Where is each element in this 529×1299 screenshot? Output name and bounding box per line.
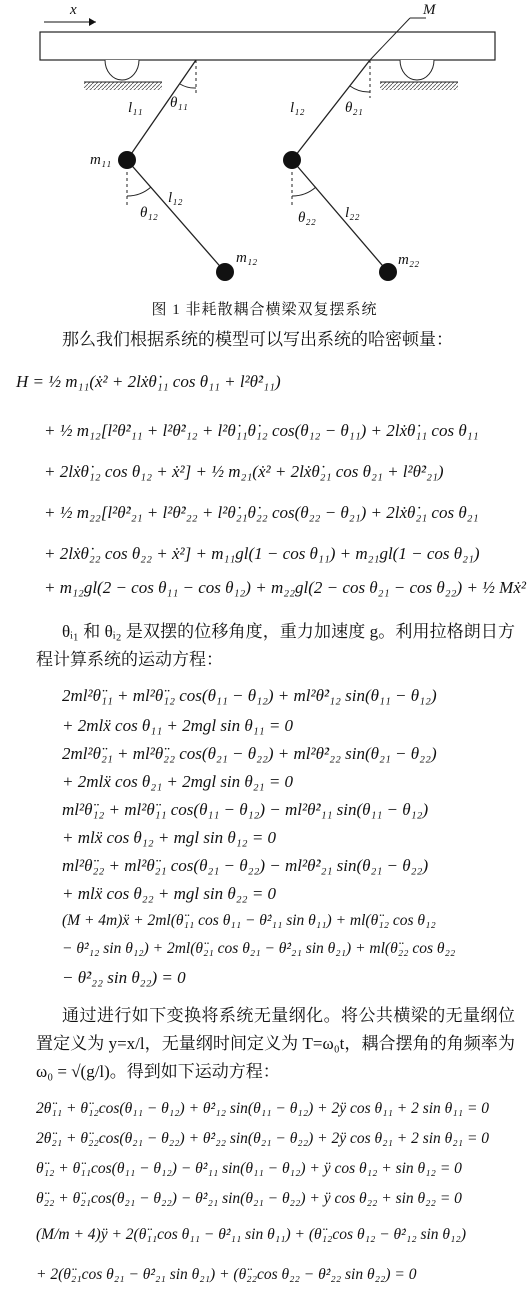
pendulum-figure (0, 0, 529, 300)
hamiltonian-line-4: + ½ m₂₂[l²θ̇²₂₁ + l²θ̇²₂₂ + l²θ̇₂₁θ̇₂₂ cos(θ₂₂ − θ₂₁) + 2lẋθ̇₂₁ cos θ₂₁ (44, 503, 479, 522)
intro-paragraph: 那么我们根据系统的模型可以写出系统的哈密顿量： (62, 330, 453, 349)
beam (40, 32, 495, 60)
label-l12-left: l₁₂ (168, 190, 183, 206)
hamiltonian-line-5: + 2lẋθ̇₂₂ cos θ₂₂ + ẋ²] + m₁₁gl(1 − cos θ₁₁) + m₂₁gl(1 − cos θ₂₁) (44, 544, 480, 563)
dimless-eq-line-5: (M/m + 4)ÿ + 2(θ̈₁₁cos θ₁₁ − θ̇²₁₁ sin θ₁₁) + (θ̈₁₂cos θ₁₂ − θ̇²₁₂ sin θ₁₂) (36, 1226, 466, 1243)
motion-eq-line-6: + mlẍ cos θ₁₂ + mgl sin θ₁₂ = 0 (62, 828, 277, 847)
dimless-eq-line-6: + 2(θ̈₂₁cos θ₂₁ − θ̇²₂₁ sin θ₂₁) + (θ̈₂₂cos θ₂₂ − θ̇²₂₂ sin θ₂₂) = 0 (36, 1266, 417, 1283)
motion-eq-line-10: − θ̇²₁₂ sin θ₁₂) + 2ml(θ̈₂₁ cos θ₂₁ − θ̇²₂₁ sin θ₂₁) + ml(θ̈₂₂ cos θ₂₂ (62, 940, 456, 957)
motion-eq-line-5: ml²θ̈₁₂ + ml²θ̈₁₁ cos(θ₁₁ − θ₁₂) − ml²θ̇²₁₁ sin(θ₁₁ − θ₁₂) (62, 800, 429, 819)
mass-m11 (118, 151, 136, 169)
label-m12: m₁₂ (236, 250, 258, 266)
dimless-eq-line-3: θ̈₁₂ + θ̈₁₁cos(θ₁₁ − θ₁₂) − θ̇²₁₁ sin(θ₁₁ − θ₁₂) + ÿ cos θ₁₂ + sin θ₁₂ = 0 (36, 1160, 462, 1177)
label-theta11: θ₁₁ (170, 95, 188, 111)
motion-eq-line-1: 2ml²θ̈₁₁ + ml²θ̈₁₂ cos(θ₁₁ − θ₁₂) + ml²θ̇²₁₂ sin(θ₁₁ − θ₁₂) (62, 686, 437, 705)
hamiltonian-line-3: + 2lẋθ̇₁₂ cos θ₁₂ + ẋ²] + ½ m₂₁(ẋ² + 2lẋθ̇₂₁ cos θ₂₁ + l²θ̇²₂₁) (44, 462, 444, 481)
hamiltonian-line-1: H = ½ m₁₁(ẋ² + 2lẋθ̇₁₁ cos θ₁₁ + l²θ̇²₁₁) (16, 372, 281, 391)
figure-caption: 图 1 非耗散耦合横梁双复摆系统 (151, 302, 378, 318)
label-l12-right: l₁₂ (290, 100, 305, 116)
mass-m21 (283, 151, 301, 169)
hamiltonian-line-6: + m₁₂gl(2 − cos θ₁₁ − cos θ₁₂) + m₂₂gl(2 − cos θ₂₁ − cos θ₂₂) + ½ Mẋ² (44, 578, 526, 597)
mass-m12 (216, 263, 234, 281)
motion-eq-line-9: (M + 4m)ẍ + 2ml(θ̈₁₁ cos θ₁₁ − θ̇²₁₁ sin θ₁₁) + ml(θ̈₁₂ cos θ₁₂ (62, 912, 436, 929)
dimless-eq-line-1: 2θ̈₁₁ + θ̈₁₂cos(θ₁₁ − θ₁₂) + θ̇²₁₂ sin(θ₁₁ − θ₁₂) + 2ÿ cos θ₁₁ + 2 sin θ₁₁ = 0 (36, 1100, 490, 1117)
label-m11: m₁₁ (90, 152, 112, 168)
mass-m22 (379, 263, 397, 281)
dimless-eq-line-4: θ̈₂₂ + θ̈₂₁cos(θ₂₁ − θ₂₂) − θ̇²₂₁ sin(θ₂₁ − θ₂₂) + ÿ cos θ₂₂ + sin θ₂₂ = 0 (36, 1190, 462, 1207)
motion-eq-line-2: + 2mlẍ cos θ₁₁ + 2mgl sin θ₁₁ = 0 (62, 716, 294, 735)
motion-eq-line-7: ml²θ̈₂₂ + ml²θ̈₂₁ cos(θ₂₁ − θ₂₂) − ml²θ̇²₂₁ sin(θ₂₁ − θ₂₂) (62, 856, 429, 875)
motion-eq-line-11: − θ̇²₂₂ sin θ₂₂) = 0 (62, 968, 186, 987)
label-theta21: θ₂₁ (345, 100, 363, 116)
lagrange-paragraph: θᵢ₁ 和 θᵢ₂ 是双摆的位移角度，重力加速度 g。利用拉格朗日方程计算系统的运动方程： (36, 622, 515, 669)
label-theta12: θ₁₂ (140, 205, 158, 221)
x-label: x (70, 2, 77, 18)
motion-eq-line-8: + mlẍ cos θ₂₂ + mgl sin θ₂₂ = 0 (62, 884, 277, 903)
motion-eq-line-3: 2ml²θ̈₂₁ + ml²θ̈₂₂ cos(θ₂₁ − θ₂₂) + ml²θ̇²₂₂ sin(θ₂₁ − θ₂₂) (62, 744, 437, 763)
M-label: M (423, 2, 436, 18)
motion-eq-line-4: + 2mlẍ cos θ₂₁ + 2mgl sin θ₂₁ = 0 (62, 772, 294, 791)
label-m22: m₂₂ (398, 252, 420, 268)
label-l22: l₂₂ (345, 205, 360, 221)
label-theta22: θ₂₂ (298, 210, 316, 226)
label-l11: l₁₁ (128, 100, 143, 116)
hamiltonian-line-2: + ½ m₁₂[l²θ̇²₁₁ + l²θ̇²₁₂ + l²θ̇₁₁θ̇₁₂ cos(θ₁₂ − θ₁₁) + 2lẋθ̇₁₁ cos θ₁₁ (44, 421, 479, 440)
dimless-eq-line-2: 2θ̈₂₁ + θ̈₂₂cos(θ₂₁ − θ₂₂) + θ̇²₂₂ sin(θ₂₁ − θ₂₂) + 2ÿ cos θ₂₁ + 2 sin θ₂₁ = 0 (36, 1130, 490, 1147)
left-support (84, 60, 162, 90)
right-support (380, 60, 458, 90)
dimensionless-paragraph: 通过进行如下变换将系统无量纲化。将公共横梁的无量纲位置定义为 y=x/l，无量纲时间定义为 T=ω₀t，耦合摆角的角频率为 ω₀ = √(g/l)。得到如下运动方程： (36, 1006, 515, 1081)
